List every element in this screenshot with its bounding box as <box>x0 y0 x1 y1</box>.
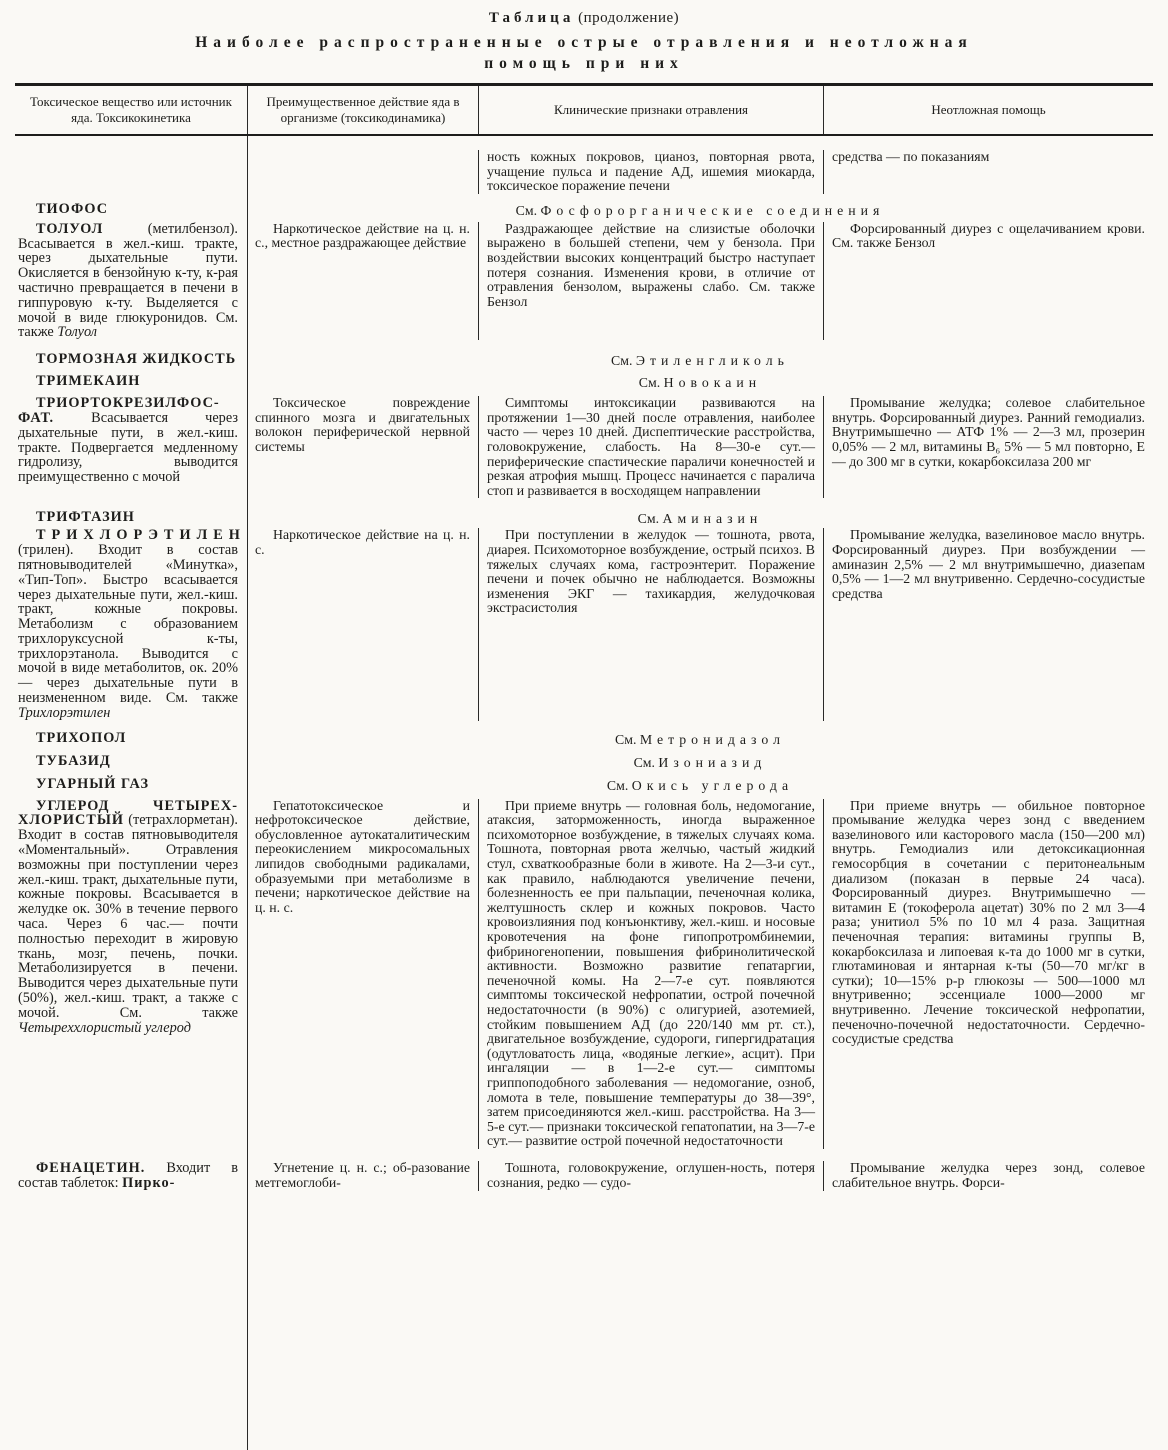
page-title-line1: Наиболее распространенные острые отравления и неотложная <box>195 34 973 51</box>
clinical-signs-text: При поступлении в желудок — тошнота, рвота, диарея. Психомоторное возбуждение, острый психоз. В тяжелых случаях кома, гастроэнтерит. Поражение печени и почек обычно не наблюдается. Возможны изменения ЭКГ — тахикардия, желудочковая экстрасистолия <box>487 527 815 616</box>
cell-toxicokinetics <box>15 510 247 526</box>
see-row-tormoznaya-zhidkost <box>15 352 1153 368</box>
toxicodynamics-text: Угнетение ц. н. с.; об-разование метгемоглоби- <box>255 1159 470 1190</box>
cell-toxicokinetics <box>15 799 247 1149</box>
column-header-emergency-care: Неотложная помощь <box>823 86 1153 134</box>
tablet-name-bold: Пирко- <box>122 1174 176 1191</box>
cell-clinical-signs <box>478 528 823 720</box>
entry-headword: ТРИОРТОКРЕЗИЛФОС-ФАТ. <box>18 395 220 426</box>
cell-toxicodynamics <box>247 799 478 1149</box>
cell-toxicokinetics <box>15 222 247 340</box>
see-target: Этиленгликоль <box>635 353 789 369</box>
see-row-trikhopol <box>15 731 1153 747</box>
toxicokinetics-text: Всасывается через дыхательные пути, в жел.-киш. тракте. Подвергается медленному гидролизу, выводится преимущественно с мочой <box>18 409 238 486</box>
see-prefix: См. <box>637 511 660 527</box>
toxicodynamics-text: Гепатотоксическое и нефротоксическое действие, обусловленное аутокаталитическим переокислением микросомальных липидов свободными радикалами, образуемыми при метаболизме в печени; наркотическое действие на ц. н. с. <box>255 797 470 915</box>
cell-emergency-care <box>823 222 1153 340</box>
entry-headword: ТИОФОС <box>36 200 109 217</box>
see-target: Изониазид <box>658 754 767 770</box>
see-prefix: См. <box>633 754 655 770</box>
see-prefix: См. <box>615 731 637 747</box>
entry-headword: ФЕНАЦЕТИН. <box>36 1159 146 1176</box>
toxicodynamics-text: Наркотическое действие на ц. н. с. <box>255 527 470 557</box>
cell-clinical-signs <box>478 799 823 1149</box>
cell-toxicodynamics <box>247 528 478 720</box>
cell-toxicokinetics <box>15 731 247 747</box>
cell-emergency-care <box>823 1161 1153 1191</box>
cell-clinical-signs <box>478 1161 823 1191</box>
entry-row-continuation <box>15 150 1153 194</box>
see-prefix: См. <box>515 202 538 218</box>
clinical-signs-text: При приеме внутрь — головная боль, недомогание, атаксия, заторможенность, иногда выраженное психомоторное возбуждение, в тяжелых случаях кома. Тошнота, повторная рвота желчью, частый жидкий стул, схваткообразные боли в животе. На 2—3-и сут., как правило, наблюдаются увеличение печени, болезненность ее при пальпации, печеночная колика, желтушность склер и кожных покровов. Часто кровоизлияния под конъюнктиву, жел.-киш. и носовые кровотечения на фоне гипопротромбинемии, фибриногенопении, повышения фибринолитической активности. Возможно развитие гепатаргии, печеночной комы. На 2—7-е сут. появляются симптомы токсической нефропатии, острой почечной недостаточности (в 90%) с олигурией, азотемией, стойким повышением АД (до 220/140 мм рт. ст.), двигательное возбуждение, судороги, гипергидратация (одутловатость лица, «водяные легкие», асцит). При ингаляции — в 1—2-е сут.— симптомы гриппоподобного заболевания — недомогание, озноб, ломота в теле, повышение температуры до 38—39°, затем присоединяются жел.-киш. расстройства. На 3—5-е сут.— признаки токсической гепатопатии, на 3—7-е сут.— развитие острой почечной недостаточности <box>487 797 815 1149</box>
cell-toxicodynamics <box>247 1161 478 1191</box>
see-also-reference: Трихлорэтилен <box>18 704 111 721</box>
cell-clinical-signs <box>478 222 823 340</box>
emergency-care-text: Промывание желудка, вазелиновое масло внутрь. Форсированный диурез. При возбуждении — аминазин 2,5% — 2 мл внутримышечно, диазепам 0,5% — 1—2 мл внутривенно. Сердечно-сосудистые средства <box>832 527 1145 601</box>
cell-toxicodynamics <box>247 222 478 340</box>
toxicokinetics-text: Входит в состав таблеток: <box>18 1159 239 1191</box>
entry-headword: ТОЛУОЛ <box>36 220 104 237</box>
toxicokinetics-text: (трилен). Входит в состав пятновыводителей «Минутка», «Тип-Топ». Быстро всасывается через дыхательные пути, жел.-киш. тракт, кожные покровы. Метаболизм с образованием трихлоруксусной к-ты, трихлорэтанола. Выводится с мочой в виде метаболитов, ок. 20% — через дыхательные пути в неизмененном виде. См. также <box>18 542 238 707</box>
see-prefix: См. <box>606 777 629 793</box>
see-reference <box>247 777 1153 793</box>
clinical-signs-text: Симптомы интоксикации развиваются на протяжении 1—30 дней после отравления, наиболее часто — через 10 дней. Диспептические расстройства, головокружение, слабость. На 8—30-е сут.— периферические спастические параличи конечностей и резкая атрофия мышц. Процесс начинается с паралича стоп и развивается в восходящем направлении <box>487 395 815 498</box>
entry-headword: ТРИМЕКАИН <box>36 373 141 390</box>
entry-row-uglerod-chetyrekhkhloristyj <box>15 799 1153 1149</box>
see-prefix: См. <box>638 375 661 391</box>
see-target: Новокаин <box>663 375 762 391</box>
see-target: Аминазин <box>662 511 763 527</box>
see-reference <box>247 374 1153 390</box>
see-reference <box>247 731 1153 747</box>
entry-headword: ТРИХЛОРЭТИЛЕН <box>36 527 246 544</box>
see-row-triftazin <box>15 510 1153 526</box>
entry-row-trikhloretilen <box>15 528 1153 720</box>
see-reference <box>247 352 1153 368</box>
clinical-signs-text: Раздражающее действие на слизистые оболочки выражено в большей степени, чем у бензола. При воздействии высоких концентраций быстро наступает потеря сознания. Изменения крови, в отличие от отравления бензолом, выражены слабо. См. также Бензол <box>487 220 815 309</box>
entry-headword: ТОРМОЗНАЯ ЖИДКОСТЬ <box>36 351 237 368</box>
cell-emergency-care <box>823 396 1153 498</box>
see-also-reference: Четыреххлористый углерод <box>18 1019 191 1036</box>
see-target: Окись углерода <box>631 777 794 793</box>
clinical-signs-text: Тошнота, головокружение, оглушен-ность, потеря сознания, редко — судо- <box>487 1159 815 1190</box>
cell-emergency-care <box>823 150 1153 194</box>
emergency-care-text: Промывание желудка; солевое слабительное внутрь. Форсированный диурез. Ранний гемодиализ. Внутримышечно — АТФ 1% — 2—3 мл, прозерин 0,05% — 2 мл, витамины В₆ 5% — 5 мл повторно, Е — до 300 мг в сутки, кокарбоксилаза 200 мг <box>832 395 1145 469</box>
cell-toxicokinetics <box>15 352 247 368</box>
page-title-line2: помощь при них <box>484 55 684 72</box>
see-target: Фосфорорганические соединения <box>540 202 885 218</box>
cell-toxicodynamics <box>247 150 478 194</box>
cell-toxicodynamics <box>247 396 478 498</box>
cell-emergency-care <box>823 528 1153 720</box>
table-body <box>15 136 1153 1450</box>
table-header-row <box>15 83 1153 136</box>
cell-clinical-signs <box>478 396 823 498</box>
column-header-toxic-substance: Токсическое вещество или источник яда. Токсикокинетика <box>30 94 232 125</box>
cell-toxicokinetics <box>15 528 247 720</box>
cell-clinical-signs <box>478 150 823 194</box>
clinical-signs-text: ность кожных покровов, цианоз, повторная рвота, учащение пульса и падение АД, ишемия миокарда, токсическое поражение печени <box>487 149 815 194</box>
toxicokinetics-text: (тетрахлорметан). Входит в состав пятновыводителя «Моментальный». Отравления возможны при поступлении через жел.-киш. тракт, дыхательные пути, кожные покровы. Всасывается в желудке ок. 30% в течение первого часа. Через 6 час.— почти полностью переходит в жировую ткань, мозг, печень, почки. Метаболизируется в печени. Выводится через дыхательные пути (50%), жел.-киш. тракт, а также с мочой. См. также <box>18 812 238 1021</box>
cell-toxicokinetics <box>15 396 247 498</box>
see-reference <box>247 754 1153 770</box>
see-target: Метронидазол <box>639 731 785 747</box>
entry-headword: УГЛЕРОД ЧЕТЫРЕХ-ХЛОРИСТЫЙ <box>18 797 238 829</box>
column-header-clinical-signs: Клинические признаки отравления <box>478 86 823 134</box>
table-caption <box>0 0 1168 27</box>
entry-row-toluol <box>15 222 1153 340</box>
entry-row-fenacetin <box>15 1161 1153 1191</box>
emergency-care-text: Промывание желудка через зонд, солевое слабительное внутрь. Форси- <box>832 1159 1145 1190</box>
see-also-reference: Толуол <box>57 324 97 341</box>
toxicokinetics-text: (метилбензол). Всасывается в жел.-киш. тракте, через дыхательные пути. Окисляется в бензойную к-ту, к-рая частично превращается в печени в гиппуровую к-ту. Выделяется с мочой в виде глюкуронидов. См. также <box>18 220 238 341</box>
cell-toxicokinetics <box>15 754 247 770</box>
cell-toxicokinetics <box>15 150 247 194</box>
see-row-tubazid <box>15 754 1153 770</box>
emergency-care-text: При приеме внутрь — обильное повторное промывание желудка через зонд с введением вазелинового или касторового масла (150—200 мл) внутрь. Гемодиализ или детоксикационная гемосорбция в сочетании с перитонеальным диализом (показан в первые 24 часа). Форсированный диурез. Внутримышечно — витамин Е (токоферола ацетат) 30% по 2 мл 3—4 раза; унитиол 5% по 10 мл 4 раза. Защитная печеночная терапия: витамины группы В, кокарбоксилаза и липоевая к-та до 1000 мг в сутки, глютаминовая и янтарная к-ты (50—70 мг/кг в сутки); 10—15% р-р глюкозы — 500—1000 мл внутривенно; эссенциале 1000—2000 мг внутривенно. Лечение токсической нефропатии, печеночно-почечной недостаточности. Сердечно-сосудистые средства <box>832 797 1145 1047</box>
emergency-care-text: средства — по показаниям <box>832 149 990 164</box>
see-row-tiofos <box>15 202 1153 218</box>
see-row-trimekain <box>15 374 1153 390</box>
see-reference <box>247 202 1153 218</box>
cell-toxicokinetics <box>15 777 247 793</box>
cell-emergency-care <box>823 799 1153 1149</box>
table-caption-label: Таблица <box>488 10 575 26</box>
entry-headword: ТРИХОПОЛ <box>36 729 127 746</box>
cell-toxicokinetics <box>15 202 247 218</box>
entry-headword: ТУБАЗИД <box>36 752 111 769</box>
toxicodynamics-text: Наркотическое действие на ц. н. с., местное раздражающее действие <box>255 220 470 251</box>
entry-headword: УГАРНЫЙ ГАЗ <box>36 775 149 792</box>
entry-headword: ТРИФТАЗИН <box>36 509 135 526</box>
table-caption-note: (продолжение) <box>578 10 680 26</box>
see-prefix: См. <box>611 353 633 369</box>
see-reference <box>247 510 1153 526</box>
cell-toxicokinetics <box>15 1161 247 1191</box>
emergency-care-text: Форсированный диурез с ощелачиванием крови. См. также Бензол <box>832 220 1145 251</box>
see-row-ugarnyj-gaz <box>15 777 1153 793</box>
entry-row-triortokrezilfosfat <box>15 396 1153 498</box>
toxicodynamics-text: Токсическое повреждение спинного мозга и двигательных волокон периферической нервной системы <box>255 395 470 454</box>
column-header-toxicodynamics: Преимущественное действие яда в организме (токсикодинамика) <box>247 86 478 134</box>
cell-toxicokinetics <box>15 374 247 390</box>
